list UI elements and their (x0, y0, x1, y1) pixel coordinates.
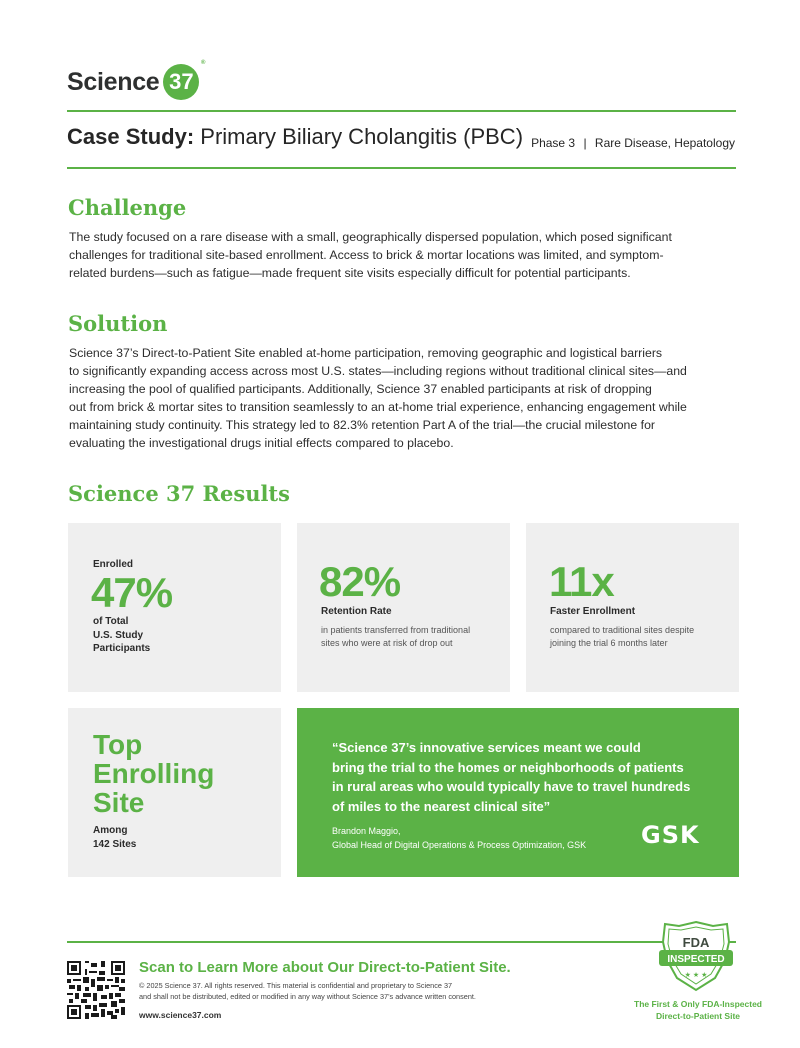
enrolled-pre-label: Enrolled (93, 559, 134, 570)
quote-line: in rural areas who would typically have to travel hundreds (332, 779, 691, 794)
quote-line: “Science 37’s innovative services meant we could (332, 740, 641, 755)
badge-stars: ★ ★ ★ (684, 972, 708, 979)
retention-desc (321, 624, 470, 649)
header-rule-top (67, 110, 736, 112)
challenge-heading: Challenge (68, 195, 187, 220)
website-link[interactable]: www.science37.com (139, 1010, 222, 1020)
meta-separator: | (583, 136, 587, 150)
quote-attribution (332, 824, 586, 852)
science37-logo (67, 60, 206, 102)
quote-author-title: Global Head of Digital Operations & Process Optimization, GSK (332, 840, 587, 850)
footer-rule (67, 941, 736, 943)
top-site-sub-line: Among (93, 825, 128, 836)
case-study-meta (531, 136, 735, 150)
logo-number: 37 (169, 69, 194, 94)
case-study-title (67, 124, 523, 150)
therapeutic-area: Rare Disease, Hepatology (594, 136, 735, 150)
solution-line: evaluating the investigational drugs initial effects compared to placebo. (69, 436, 454, 450)
solution-line: increasing the pool of qualified participants. Additionally, Science 37 enabled participants at risk of dropping (69, 382, 652, 396)
enrolled-label-line: U.S. Study (93, 629, 144, 641)
enrolled-label-line: Participants (93, 643, 151, 654)
logo-wordmark: Science (67, 67, 160, 96)
top-site-sub-line: 142 Sites (93, 838, 137, 850)
challenge-line: related burdens—such as fatigue—made frequent site visits especially difficult for potential participants. (69, 266, 631, 280)
fda-inspected-badge-icon (655, 920, 737, 992)
challenge-line: challenges for traditional site-based enrollment. Access to brick & mortar locations was limited, and symptom- (69, 248, 664, 262)
retention-desc-line: in patients transferred from traditional (321, 625, 471, 635)
logo-number-badge (163, 60, 206, 100)
solution-line: Science 37’s Direct-to-Patient Site enabled at-home participation, removing geographic and logistical barriers (69, 346, 663, 360)
fda-caption-line: The First & Only FDA-Inspected (634, 999, 762, 1009)
quote-line: bring the trial to the homes or neighborhoods of patients (332, 759, 684, 775)
quote-author-name: Brandon Maggio, (332, 826, 401, 836)
phase-text: Phase 3 (531, 136, 576, 150)
retention-label: Retention Rate (321, 606, 392, 617)
fda-badge-caption (618, 998, 778, 1022)
fda-badge-bottom-text: INSPECTED (667, 954, 725, 965)
challenge-body (69, 228, 737, 282)
solution-line: to significantly expanding access across most U.S. states—including regions without traditional clinical sites—and (69, 364, 687, 378)
solution-line: out from brick & mortar sites to transition seamlessly to an at-home trial experience, enhancing engagement while (69, 400, 687, 414)
challenge-line: The study focused on a rare disease with a small, geographically dispersed population, which posed significant (69, 230, 672, 244)
solution-line: maintaining study continuity. This strategy led to 82.3% retention Part A of the trial—the crucial milestone for (69, 418, 655, 432)
testimonial-quote (332, 738, 712, 816)
top-site-card (68, 708, 281, 877)
header-rule-bottom (67, 167, 736, 169)
faster-desc (550, 624, 694, 649)
gsk-logo: GSK (641, 821, 700, 849)
results-heading: Science 37 Results (68, 481, 290, 506)
enrolled-card (68, 523, 281, 692)
enrolled-label (93, 615, 150, 656)
retention-card (297, 523, 510, 692)
top-site-sub (93, 824, 136, 851)
top-site-line: Site (93, 787, 145, 818)
enrolled-label-line: of Total (93, 616, 129, 627)
faster-desc-line: compared to traditional sites despite (550, 625, 695, 635)
retention-value: 82% (319, 558, 401, 605)
faster-value: 11x (549, 558, 614, 605)
solution-body (69, 344, 737, 452)
top-site-title (93, 730, 214, 817)
fda-badge-top-text: FDA (682, 935, 710, 950)
qr-code-icon[interactable] (67, 961, 125, 1019)
top-site-line: Enrolling (93, 758, 215, 789)
faster-desc-line: joining the trial 6 months later (550, 637, 668, 648)
scan-cta-title: Scan to Learn More about Our Direct-to-Patient Site. (139, 959, 511, 976)
copyright-line: © 2025 Science 37. All rights reserved. This material is confidential and proprietary to Science 37 (139, 981, 453, 990)
top-site-line: Top (93, 729, 143, 760)
case-study-name: Primary Biliary Cholangitis (PBC) (200, 124, 524, 149)
enrolled-value: 47% (91, 569, 173, 616)
copyright-notice (139, 980, 539, 1002)
retention-desc-line: sites who were at risk of drop out (321, 637, 453, 648)
registered-mark: ® (201, 60, 206, 66)
faster-label: Faster Enrollment (550, 606, 636, 617)
faster-enrollment-card (526, 523, 739, 692)
fda-caption-line: Direct-to-Patient Site (655, 1011, 741, 1021)
copyright-line: and shall not be distributed, edited or modified in any way without Science 37’s advance written consent. (139, 992, 476, 1001)
case-study-label: Case Study: (67, 124, 195, 149)
solution-heading: Solution (68, 311, 168, 336)
quote-line: of miles to the nearest clinical site” (332, 798, 551, 814)
